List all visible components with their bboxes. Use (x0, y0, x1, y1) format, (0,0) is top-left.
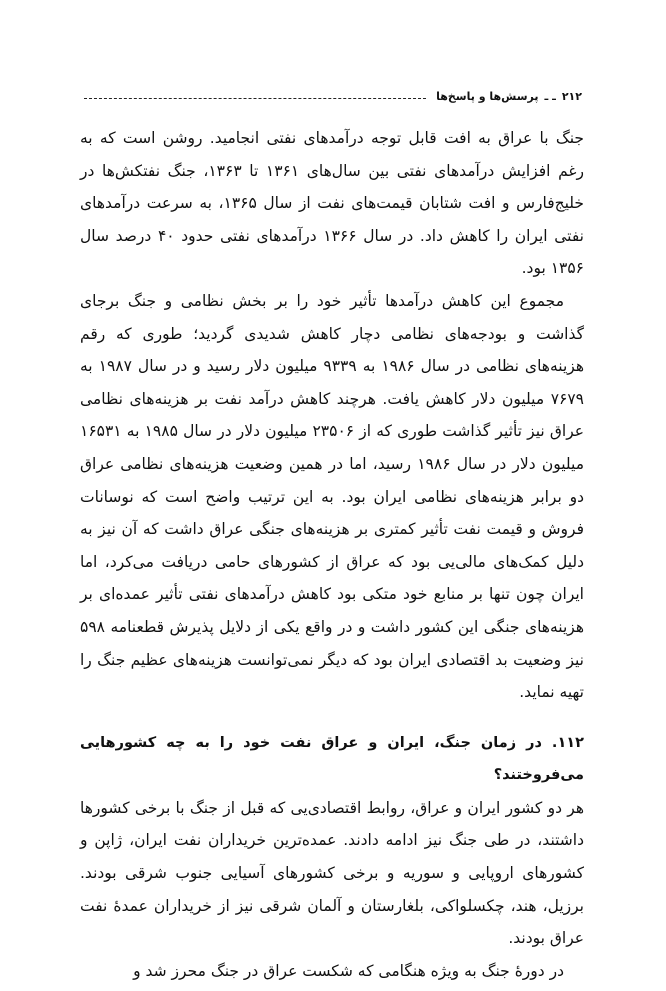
running-title: پرسش‌ها و پاسخ‌ها (436, 89, 539, 103)
continuation-paragraph: در دورهٔ جنگ به ویژه هنگامی که شکست عراق در جنگ محرز شد و (133, 961, 564, 980)
answer-paragraph: هر دو کشور ایران و عراق، روابط اقتصادی‌یی که قبل از جنگ با برخی کشورها داشتند، در طی جنگ نیز ادامه دادند. عمده‌ترین خریداران نفت ایران، ژاپن و کشورهای اروپایی و سوریه و برخی کشورهای آسیایی جنوب شرقی بودند. برزیل، هند، چکسلواکی، بلغارستان و آلمان شرقی نیز از خریداران عمدهٔ نفت عراق بودند. (80, 798, 584, 948)
paragraph: جنگ با عراق به افت قابل توجه درآمدهای نفتی انجامید. روشن است که به رغم افزایش درآمدهای نفتی بین سال‌های ۱۳۶۱ تا ۱۳۶۳، جنگ نفتکش‌ها در خلیج‌فارس و افت شتابان قیمت‌های نفت از سال ۱۳۶۵، به سرعت درآمدهای نفتی ایران را کاهش داد. در سال ۱۳۶۶ درآمدهای نفتی حدود ۴۰ درصد سال ۱۳۵۶ بود. (80, 129, 584, 278)
header-separator: ـ ـ (544, 89, 556, 103)
question-heading: ۱۱۲. در زمان جنگ، ایران و عراق نفت خود را به چه کشورهایی می‌فروختند؟ (80, 734, 584, 784)
page-number: ۲۱۲ (561, 89, 582, 103)
body-text (80, 122, 584, 987)
running-header (84, 86, 582, 106)
header-dashed-rule (84, 98, 426, 99)
paragraph: مجموع این کاهش درآمدها تأثیر خود را بر بخش نظامی و جنگ برجای گذاشت و بودجه‌های نظامی دچار کاهش شدیدی گردید؛ طوری که رقم هزینه‌های نظامی در سال ۱۹۸۶ به ۹۳۳۹ میلیون دلار رسید و در سال ۱۹۸۷ به ۷۶۷۹ میلیون دلار کاهش یافت. هرچند کاهش درآمد نفت بر هزینه‌های نظامی عراق نیز تأثیر گذاشت طوری که از ۲۳۵۰۶ میلیون دلار در سال ۱۹۸۵ به ۱۶۵۳۱ میلیون دلار در سال ۱۹۸۶ رسید، اما در همین وضعیت هزینه‌های نظامی عراق دو برابر هزینه‌های نظامی ایران بود. به این ترتیب واضح است که نوسانات فروش و قیمت نفت تأثیر کمتری بر هزینه‌های جنگی عراق داشت که آن نیز به دلیل کمک‌های مالی‌یی بود که عراق از کشورهای حامی دریافت می‌کرد، اما ایران چون تنها بر منابع خود متکی بود کاهش درآمدهای نفتی تأثیر عمده‌ای بر هزینه‌های جنگی این کشور داشت و در واقع یکی از دلایل پذیرش قطعنامه ۵۹۸ نیز وضعیت بد اقتصادی ایران بود که دیگر نمی‌توانست هزینه‌های عظیم جنگ را تهیه نماید. (80, 291, 584, 702)
